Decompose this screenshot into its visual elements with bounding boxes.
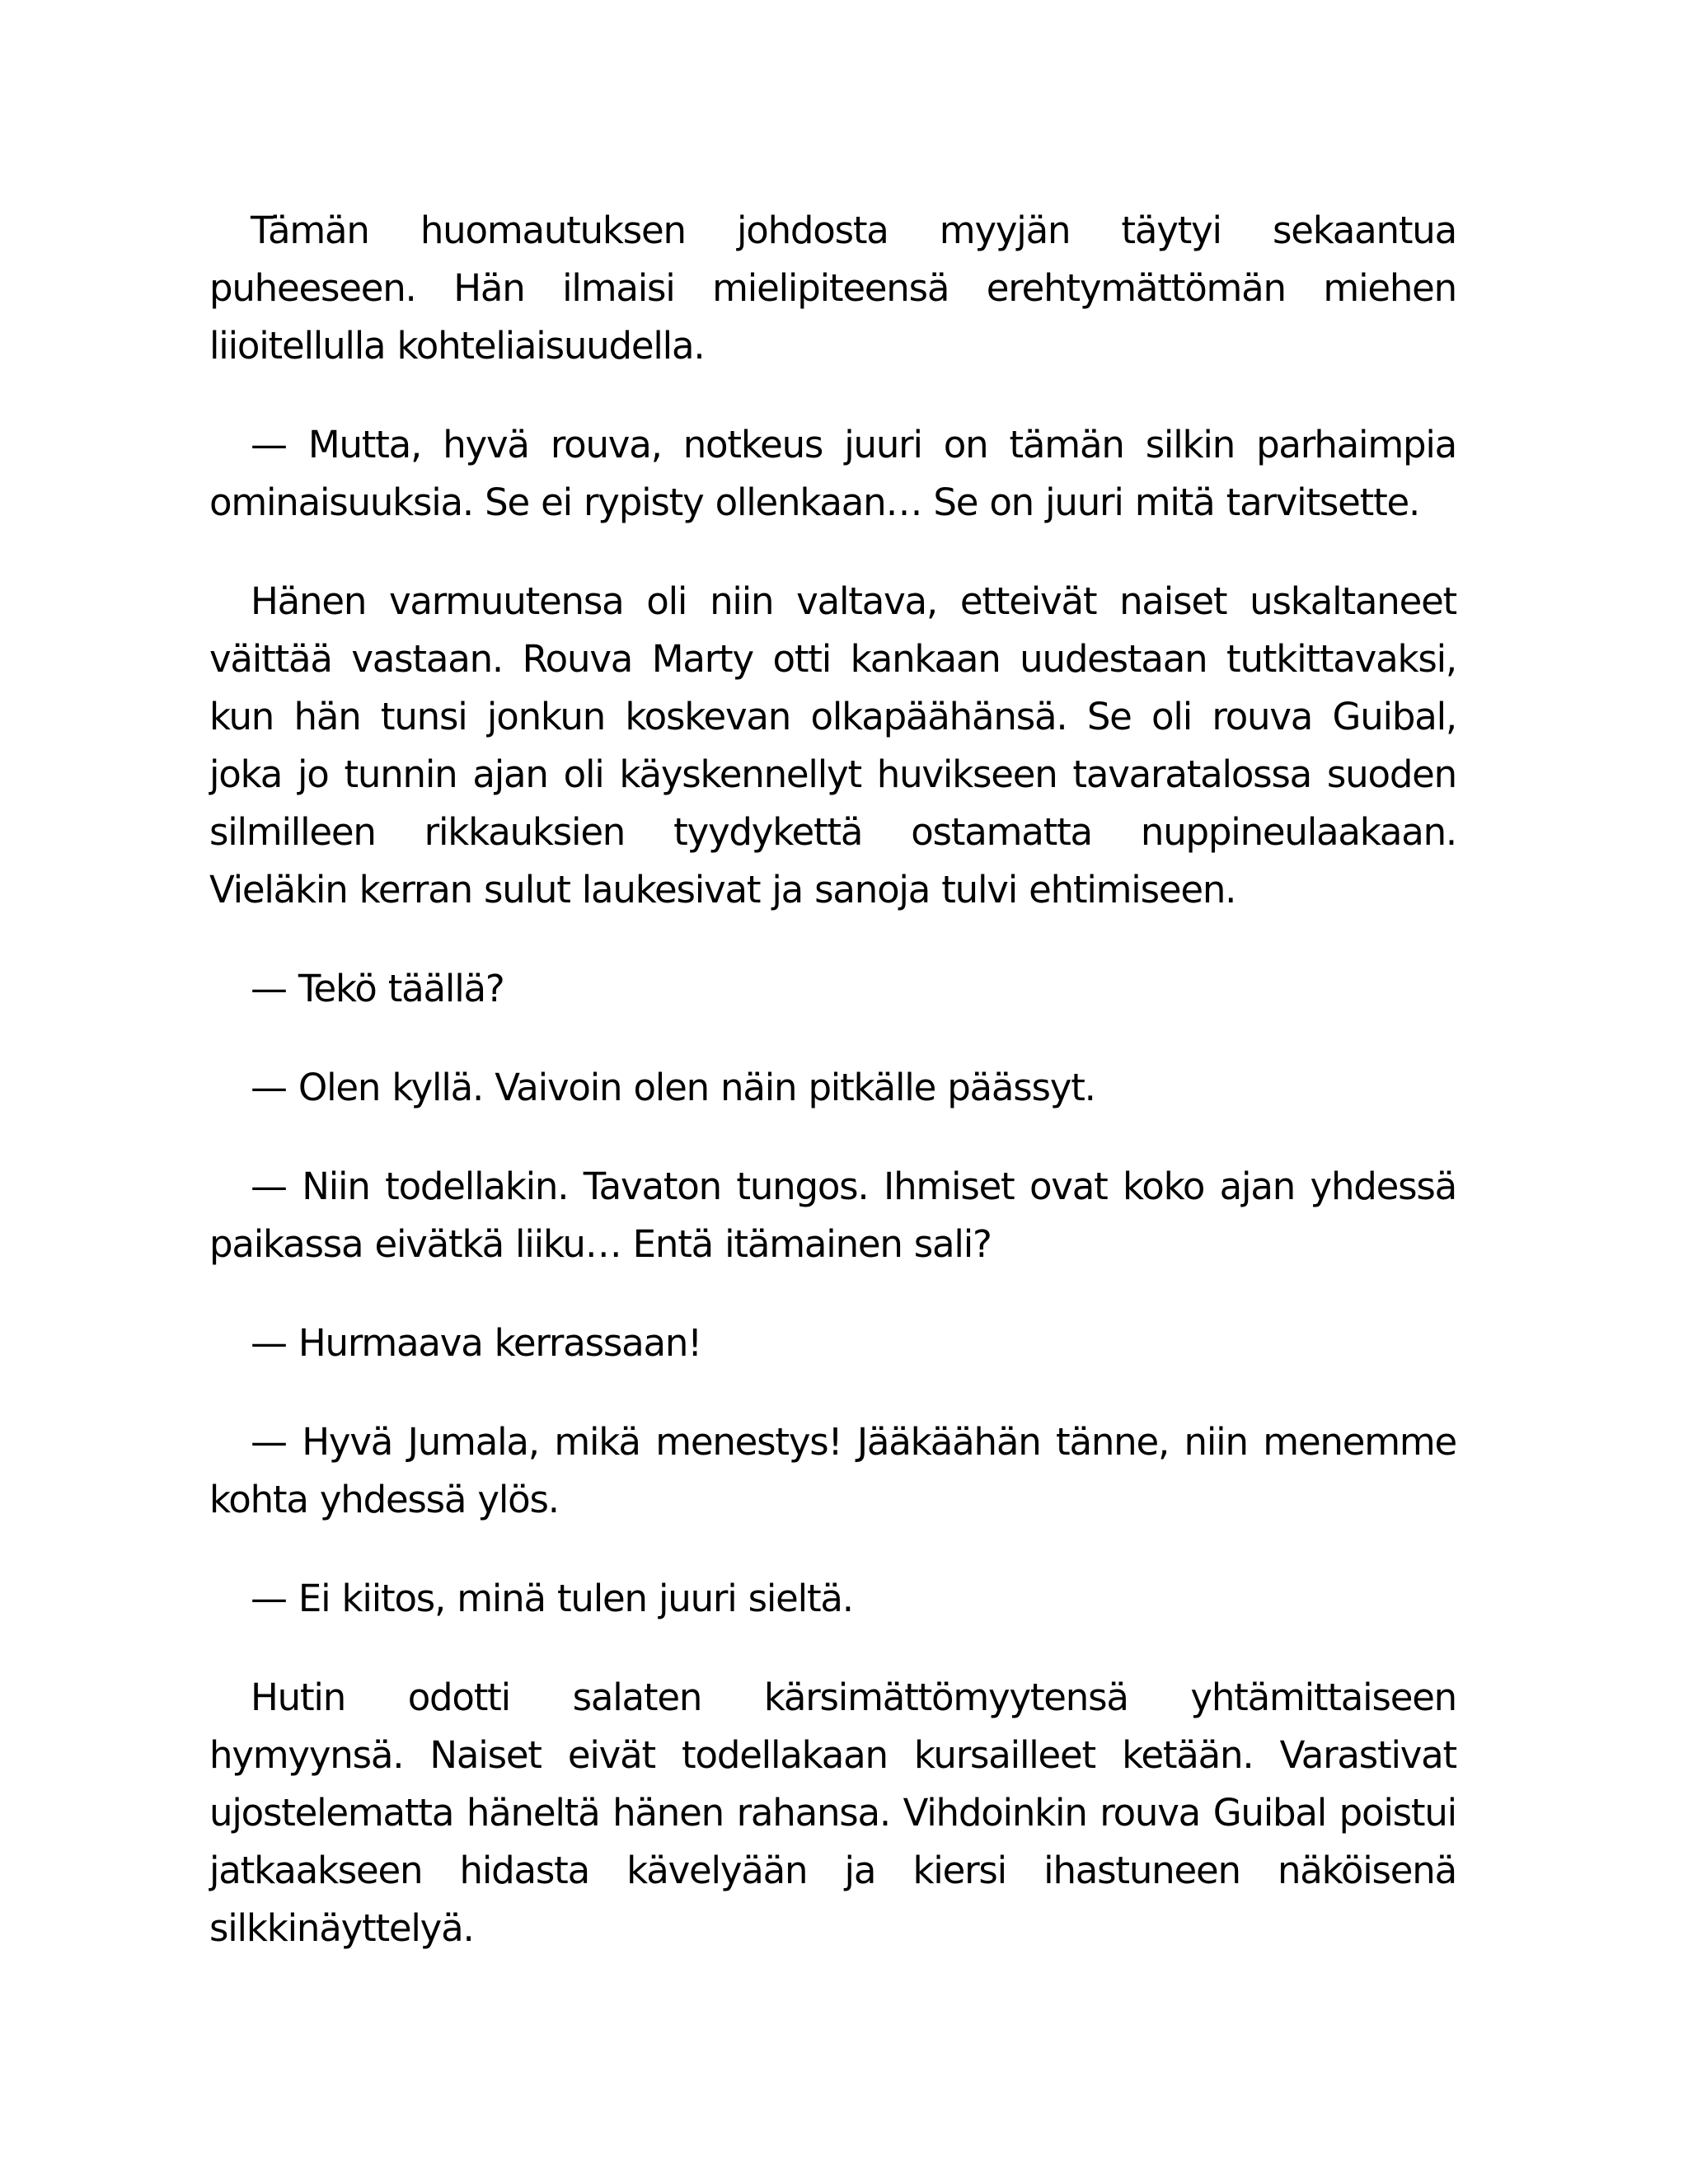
paragraph-4: — Tekö täällä? bbox=[251, 967, 504, 1010]
paragraph-8: — Hyvä Jumala, mikä menestys! Jääkäähän tänne, niin menemme kohta yhdessä ylös. bbox=[209, 1420, 1456, 1521]
paragraph-3: Hänen varmuutensa oli niin valtava, etteivät naiset uskaltaneet väittää vastaan. Rouva Marty otti kankaan uudestaan tutkittavaksi, kun hän tunsi jonkun koskevan olkapäähänsä. Se oli rouva Guibal, joka jo tunnin ajan oli käyskennellyt huvikseen tavaratalossa suoden silmilleen rikkauksien tyydykettä ostamatta nuppineulaakaan. Vieläkin kerran sulut laukesivat ja sanoja tulvi ehtimiseen. bbox=[209, 579, 1456, 912]
paragraph-6: — Niin todellakin. Tavaton tungos. Ihmiset ovat koko ajan yhdessä paikassa eivätkä liiku… Entä itämainen sali? bbox=[209, 1165, 1456, 1266]
paragraph-1: Tämän huomautuksen johdosta myyjän täytyi sekaantua puheeseen. Hän ilmaisi mielipiteensä erehtymättömän miehen liioitellulla kohteliaisuudella. bbox=[209, 209, 1456, 368]
paragraph-2: — Mutta, hyvä rouva, notkeus juuri on tämän silkin parhaimpia ominaisuuksia. Se ei rypisty ollenkaan… Se on juuri mitä tarvitsette. bbox=[209, 423, 1456, 524]
paragraph-7: — Hurmaava kerrassaan! bbox=[251, 1321, 701, 1365]
paragraph-5: — Olen kyllä. Vaivoin olen näin pitkälle päässyt. bbox=[251, 1066, 1095, 1109]
paragraph-9: — Ei kiitos, minä tulen juuri sieltä. bbox=[251, 1577, 853, 1620]
paragraph-10: Hutin odotti salaten kärsimättömyytensä yhtämittaiseen hymyynsä. Naiset eivät todellakaan kursailleet ketään. Varastivat ujostelematta häneltä hänen rahansa. Vihdoinkin rouva Guibal poistui jatkaakseen hidasta kävelyään ja kiersi ihastuneen näköisenä silkkinäyttelyä. bbox=[209, 1675, 1456, 1950]
document-page bbox=[209, 202, 1456, 1999]
